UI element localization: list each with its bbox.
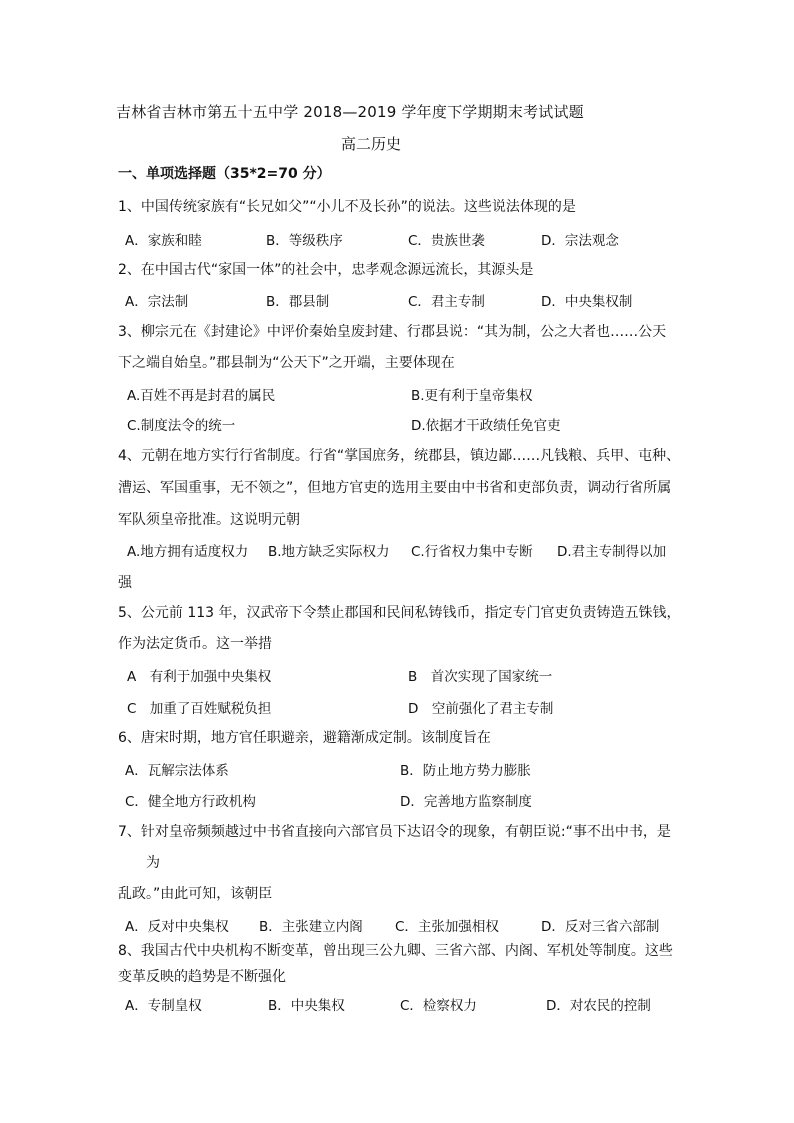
question-3-option-a: A.百姓不再是封君的属民: [127, 388, 276, 404]
question-6-option-d: D．完善地方监察制度: [400, 794, 532, 810]
question-1-option-c: C．贵族世袭: [408, 233, 485, 249]
question-3-option-d: D.依据才干政绩任免官吏: [411, 418, 561, 434]
question-4-option-c: C.行省权力集中专断: [411, 544, 533, 560]
question-4-option-d-continuation: 强: [118, 575, 132, 591]
question-2-stem: 2、在中国古代“家国一体”的社会中，忠孝观念源远流长，其源头是: [118, 262, 534, 278]
question-5-stem-line-2: 作为法定货币。这一举措: [118, 636, 272, 652]
question-4-stem-line-3: 军队须皇帝批准。这说明元朝: [118, 512, 300, 528]
question-7-stem-line-3: 乱政。”由此可知，该朝臣: [118, 886, 273, 902]
question-4-stem-line-1: 4、元朝在地方实行行省制度。行省“掌国庶务，统郡县，镇边鄙……凡钱粮、兵甲、屯种、: [118, 448, 681, 464]
question-5-stem-line-1: 5、公元前 113 年，汉武帝下令禁止郡国和民间私铸钱币，指定专门官吏负责铸造五铢钱，: [118, 605, 681, 621]
question-8-option-a: A．专制皇权: [125, 998, 202, 1014]
question-5-option-c: C 加重了百姓赋税负担: [127, 701, 272, 717]
question-7-option-b: B．主张建立内阁: [259, 919, 363, 935]
question-1-option-b: B．等级秩序: [266, 233, 343, 249]
question-8-stem-line-1: 8、我国古代中央机构不断变革，曾出现三公九卿、三省六部、内阁、军机处等制度。这些: [118, 943, 673, 959]
question-4-stem-line-2: 漕运、军国重事，无不领之”，但地方官吏的选用主要由中书省和吏部负责，调动行省所属: [118, 480, 672, 496]
question-2-option-a: A．宗法制: [125, 294, 189, 310]
question-7-option-c: C．主张加强相权: [395, 919, 499, 935]
question-3-stem-line-2: 下之端自始皇。”郡县制为“公天下”之开端，主要体现在: [118, 355, 455, 371]
question-7-option-d: D．反对三省六部制: [541, 919, 660, 935]
question-1-stem: 1、中国传统家族有“长兄如父”“小儿不及长孙”的说法。这些说法体现的是: [118, 199, 576, 215]
question-7-stem-line-2: 为: [146, 855, 160, 871]
question-3-stem-line-1: 3、柳宗元在《封建论》中评价秦始皇废封建、行郡县说：“其为制，公之大者也……公天: [118, 324, 667, 340]
exam-subject: 高二历史: [341, 135, 402, 153]
question-4-option-b: B.地方缺乏实际权力: [268, 544, 390, 560]
question-3-option-b: B.更有利于皇帝集权: [411, 388, 533, 404]
question-6-option-c: C．健全地方行政机构: [125, 794, 256, 810]
question-2-option-d: D．中央集权制: [541, 294, 633, 310]
question-7-stem-line-1: 7、针对皇帝频频越过中书省直接向六部官员下达诏令的现象，有朝臣说:“事不出中书，是: [118, 824, 671, 840]
question-5-option-a: A 有利于加强中央集权: [127, 669, 272, 685]
question-8-option-b: B．中央集权: [268, 998, 345, 1014]
question-6-option-a: A．瓦解宗法体系: [125, 763, 229, 779]
question-3-option-c: C.制度法令的统一: [127, 418, 236, 434]
question-8-stem-line-2: 变革反映的趋势是不断强化: [118, 969, 286, 985]
question-1-option-d: D．宗法观念: [541, 233, 619, 249]
question-5-option-b: B 首次实现了国家统一: [408, 669, 553, 685]
question-4-option-d: D.君主专制得以加: [557, 544, 667, 560]
question-4-option-a: A.地方拥有适度权力: [127, 544, 249, 560]
question-6-stem: 6、唐宋时期，地方官任职避亲，避籍渐成定制。该制度旨在: [118, 730, 491, 746]
question-1-option-a: A．家族和睦: [125, 233, 202, 249]
question-2-option-b: B．郡县制: [266, 294, 330, 310]
question-6-option-b: B．防止地方势力膨胀: [400, 763, 531, 779]
exam-title: 吉林省吉林市第五十五中学 2018—2019 学年度下学期期末考试试题: [116, 103, 584, 121]
question-8-option-c: C．检察权力: [400, 998, 477, 1014]
question-7-option-a: A．反对中央集权: [125, 919, 229, 935]
question-5-option-d: D 空前强化了君主专制: [408, 701, 554, 717]
question-8-option-d: D．对农民的控制: [546, 998, 651, 1014]
section-heading: 一、单项选择题（35*2=70 分）: [118, 166, 331, 182]
question-2-option-c: C．君主专制: [408, 294, 485, 310]
